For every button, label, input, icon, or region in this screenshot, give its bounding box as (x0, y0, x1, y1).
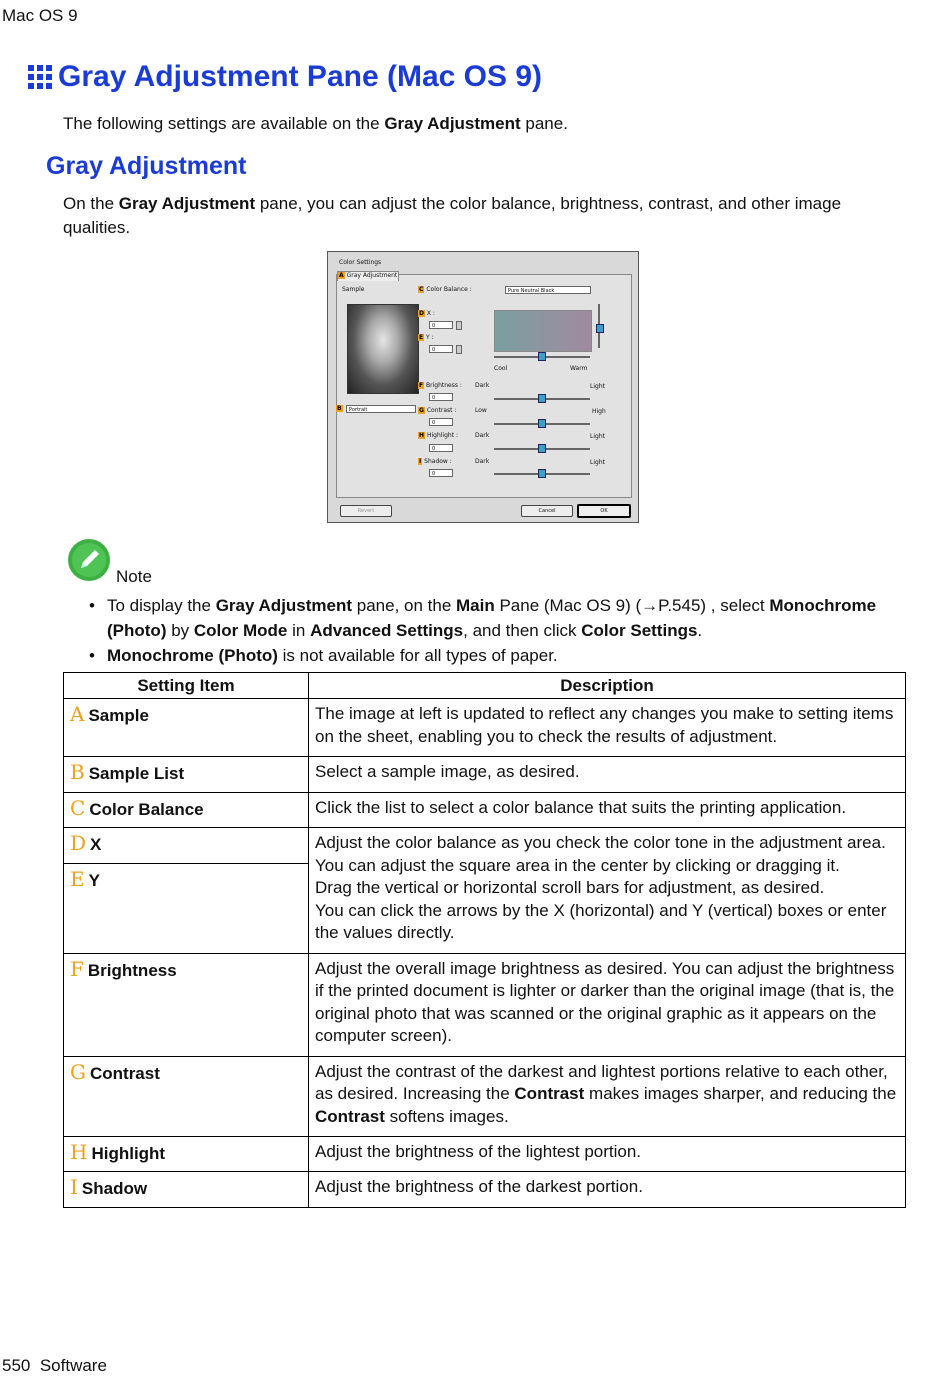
contrast-input[interactable]: 0 (429, 418, 453, 426)
list-item: • To display the Gray Adjustment pane, on the Main Pane (Mac OS 9) (→P.545) , select Monochrome (Photo) by Color Mode in Advanced Settings, and then click Color Settings. (89, 596, 877, 640)
color-settings-dialog (327, 251, 639, 523)
letter-b: B (337, 405, 342, 412)
cool-label: Cool (494, 365, 508, 372)
description-cell: Click the list to select a color balance that suits the printing application. (309, 792, 906, 828)
table-header-row (64, 673, 906, 699)
cancel-button[interactable]: Cancel (521, 505, 573, 517)
color-balance-select[interactable]: Pure Neutral Black (505, 286, 591, 294)
shadow-thumb[interactable] (538, 469, 546, 478)
brightness-high-label: Light (590, 383, 605, 390)
setting-item-cell: D X (64, 828, 309, 864)
table-row (64, 1056, 906, 1136)
shadow-input[interactable]: 0 (429, 469, 453, 477)
brightness-thumb[interactable] (538, 394, 546, 403)
x-input[interactable]: 0 (429, 321, 453, 329)
setting-item-cell: E Y (64, 863, 309, 953)
description-cell: Adjust the color balance as you check the color tone in the adjustment area. You can adjust the square area in the center by clicking or dragging it. Drag the vertical or horizontal scroll bars for adjustment, as desired. You can click the arrows by the X (horizontal) and Y (vertical) boxes or enter the values directly. (309, 828, 906, 954)
highlight-low-label: Dark (475, 432, 490, 439)
table-row (64, 1172, 906, 1208)
contrast-low-label: Low (475, 407, 487, 414)
x-spin-arrows[interactable] (456, 321, 462, 330)
shadow-label: I Shadow : (419, 458, 452, 465)
y-label: E Y : (419, 334, 434, 341)
contrast-high-label: High (592, 408, 606, 415)
setting-item-cell: I Shadow (64, 1172, 309, 1208)
table-row (64, 757, 906, 793)
color-balance-label: C Color Balance : (419, 286, 472, 293)
page-title (27, 60, 542, 94)
sample-list-select[interactable]: Portrait (346, 405, 416, 413)
note-bullets (89, 593, 909, 668)
setting-item-cell: F Brightness (64, 953, 309, 1056)
note-label: Note (116, 567, 152, 586)
description-cell: Select a sample image, as desired. (309, 757, 906, 793)
setting-item-cell: C Color Balance (64, 792, 309, 828)
description-cell: Adjust the overall image brightness as desired. You can adjust the brightness if the printed document is lighter or darker than the original image (that is, the original photo that was scanned or the original graphic as it appears on the computer screen). (309, 953, 906, 1056)
table-row (64, 828, 906, 864)
brightness-low-label: Dark (475, 382, 490, 389)
tab-gray-adjustment[interactable]: A Gray Adjustment (339, 272, 398, 279)
setting-item-cell: B Sample List (64, 757, 309, 793)
footer-section: Software (39, 1356, 107, 1375)
table-row (64, 699, 906, 757)
x-label: D X : (419, 310, 435, 317)
highlight-thumb[interactable] (538, 444, 546, 453)
setting-item-cell: A Sample (64, 699, 309, 757)
sample-label: Sample (342, 286, 365, 293)
ok-button[interactable]: OK (577, 504, 631, 518)
table-row (64, 792, 906, 828)
description-cell: Adjust the brightness of the darkest portion. (309, 1172, 906, 1208)
highlight-high-label: Light (590, 433, 605, 440)
page-footer (2, 1356, 107, 1376)
pencil-note-icon (67, 538, 111, 582)
contrast-thumb[interactable] (538, 419, 546, 428)
brightness-label: F Brightness : (419, 382, 462, 389)
page-title-text: Gray Adjustment Pane (Mac OS 9) (58, 60, 543, 93)
shadow-low-label: Dark (475, 458, 490, 465)
running-header: Mac OS 9 (2, 6, 78, 25)
description-cell: Adjust the brightness of the lightest portion. (309, 1136, 906, 1172)
highlight-label: H Highlight : (419, 432, 458, 439)
revert-button[interactable]: Revert (340, 505, 392, 517)
intro-paragraph: The following settings are available on the Gray Adjustment pane. (63, 114, 568, 133)
y-input[interactable]: 0 (429, 345, 453, 353)
vertical-scroll-thumb[interactable] (596, 324, 604, 333)
sample-photo (347, 304, 419, 394)
shadow-high-label: Light (590, 459, 605, 466)
list-item: • Monochrome (Photo) is not available for all types of paper. (89, 646, 558, 665)
section-heading: Gray Adjustment (46, 152, 247, 180)
section-paragraph: On the Gray Adjustment pane, you can adjust the color balance, brightness, contrast, and other image qualities. (63, 194, 842, 237)
description-cell: Adjust the contrast of the darkest and lightest portions relative to each other, as desired. Increasing the Contrast makes images sharper, and reducing the Contrast softens images. (309, 1056, 906, 1136)
description-cell: The image at left is updated to reflect any changes you make to setting items on the sheet, enabling you to check the results of adjustment. (309, 699, 906, 757)
page-number: 550 (2, 1356, 31, 1375)
settings-table (63, 672, 906, 1208)
y-spin-arrows[interactable] (456, 345, 462, 354)
table-row (64, 1136, 906, 1172)
warm-label: Warm (570, 365, 588, 372)
table-row (64, 953, 906, 1056)
column-header-setting-item: Setting Item (64, 673, 309, 699)
brightness-input[interactable]: 0 (429, 393, 453, 401)
dialog-title: Color Settings (339, 259, 382, 266)
setting-item-cell: H Highlight (64, 1136, 309, 1172)
column-header-description: Description (309, 673, 906, 699)
grid-icon (27, 64, 54, 91)
horizontal-scroll-thumb[interactable] (538, 352, 546, 361)
highlight-input[interactable]: 0 (429, 444, 453, 452)
color-adjustment-area[interactable] (494, 310, 592, 352)
setting-item-cell: G Contrast (64, 1056, 309, 1136)
contrast-label: G Contrast : (419, 407, 457, 414)
